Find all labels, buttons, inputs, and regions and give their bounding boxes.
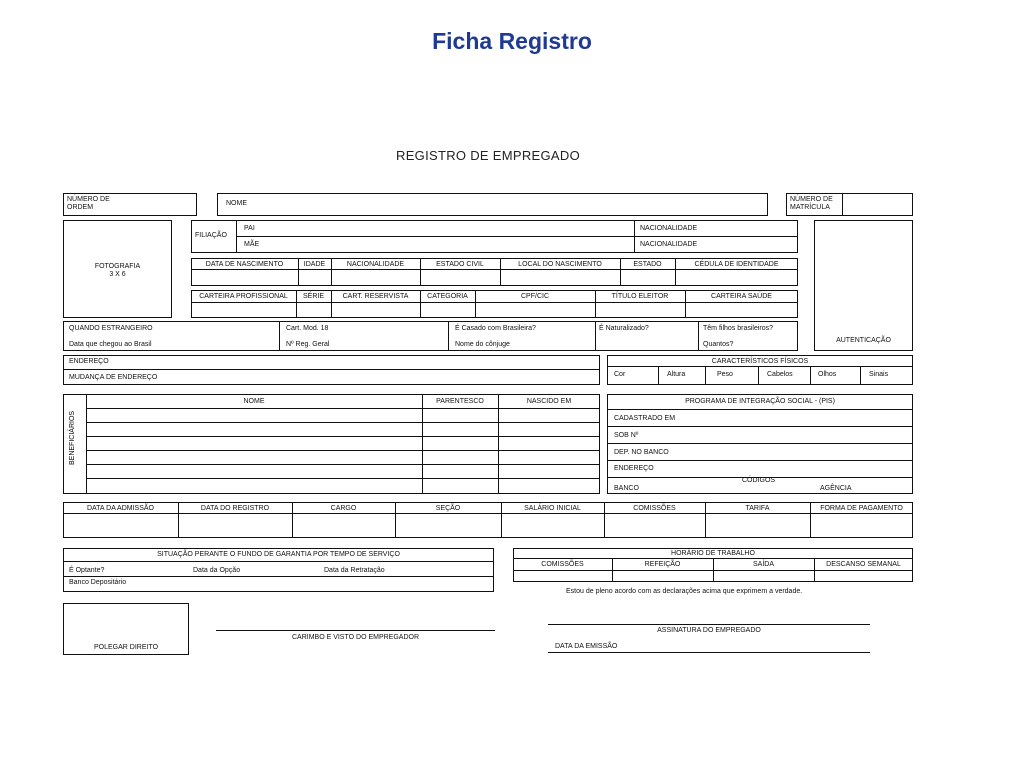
caracteristicas-divider — [758, 366, 759, 385]
codigos-label: CÓDIGOS — [742, 477, 776, 484]
beneficiarios-row-line — [86, 422, 600, 423]
data-emissao-label: DATA DA EMISSÃO — [555, 643, 618, 650]
estado-civil-header: ESTADO CIVIL — [436, 261, 484, 268]
estrangeiro-divider — [448, 321, 449, 351]
parentesco-header: PARENTESCO — [436, 398, 484, 405]
beneficiarios-row-line — [86, 464, 600, 465]
altura-label: Altura — [667, 371, 686, 378]
quando-estrangeiro-label: QUANDO ESTRANGEIRO — [69, 325, 153, 332]
filiacao-nac-divider — [634, 220, 635, 253]
pis-title: PROGRAMA DE INTEGRAÇÃO SOCIAL - (PIS) — [685, 398, 835, 405]
peso-label: Peso — [717, 371, 733, 378]
idade-header: IDADE — [303, 261, 326, 268]
serie-header: SÉRIE — [302, 293, 324, 300]
salario-inicial-header: SALÁRIO INICIAL — [524, 505, 581, 512]
filiacao-label: FILIAÇÃO — [195, 232, 227, 239]
carimbo-label: CARIMBO E VISTO DO EMPREGADOR — [291, 634, 420, 641]
horario-comissoes-header: COMISSÕES — [541, 561, 584, 568]
data-emissao-line — [548, 652, 870, 653]
estrangeiro-divider — [279, 321, 280, 351]
cadastrado-label: CADASTRADO EM — [614, 415, 676, 422]
photo-label: FOTOGRAFIA — [94, 263, 141, 270]
mae-label: MÃE — [244, 241, 260, 248]
assinatura-line — [548, 624, 870, 625]
caracteristicas-divider — [705, 366, 706, 385]
carimbo-line — [216, 630, 495, 631]
filhos-label: Têm filhos brasileiros? — [703, 325, 774, 332]
assinatura-label: ASSINATURA DO EMPREGADO — [657, 627, 761, 634]
comissoes-header: COMISSÕES — [633, 505, 676, 512]
cart-mod-label: Cart. Mod. 18 — [286, 325, 329, 332]
personal-info-header-line — [191, 269, 798, 270]
fgts-line — [63, 576, 494, 577]
form-title: REGISTRO DE EMPREGADO — [396, 148, 580, 163]
filiacao-midline — [236, 236, 798, 237]
endereco-label: ENDEREÇO — [69, 358, 109, 365]
n-reg-label: Nº Reg. Geral — [286, 341, 330, 348]
cor-label: Cor — [614, 371, 626, 378]
caracteristicas-divider — [810, 366, 811, 385]
carteira-saude-header: CARTEIRA SAÚDE — [711, 293, 772, 300]
sinais-label: Sinais — [869, 371, 889, 378]
caracteristicas-divider — [860, 366, 861, 385]
optante-label: É Optante? — [69, 567, 105, 574]
photo-size-label: 3 X 6 — [109, 271, 126, 278]
saida-header: SAÍDA — [752, 561, 774, 568]
refeicao-header: REFEIÇÃO — [644, 561, 681, 568]
endereco-midline — [63, 369, 600, 370]
cedula-header: CÉDULA DE IDENTIDADE — [694, 261, 779, 268]
data-retratacao-label: Data da Retratação — [324, 567, 385, 574]
banco-label: BANCO — [614, 485, 639, 492]
pis-endereco-label: ENDEREÇO — [614, 465, 654, 472]
nacionalidade-mae-label: NACIONALIDADE — [640, 241, 698, 248]
secao-header: SEÇÃO — [435, 505, 461, 512]
numero-matricula-label: NÚMERO DE MATRÍCULA — [790, 196, 833, 211]
descanso-semanal-header: DESCANSO SEMANAL — [826, 561, 901, 568]
sob-label: SOB Nº — [614, 432, 639, 439]
matricula-divider — [842, 193, 843, 216]
caracteristicas-title: CARACTERÍSTICOS FÍSICOS — [711, 358, 809, 365]
categoria-header: CATEGORIA — [427, 293, 468, 300]
caracteristicas-divider — [658, 366, 659, 385]
declaracao-text: Estou de pleno acordo com as declarações acima que exprimem a verdade. — [566, 588, 803, 595]
caracteristicas-header-line — [607, 366, 913, 367]
local-nascimento-header: LOCAL DO NASCIMENTO — [518, 261, 602, 268]
data-nascimento-header: DATA DE NASCIMENTO — [205, 261, 284, 268]
documents-header-line — [191, 302, 798, 303]
pis-line — [607, 409, 913, 410]
admissao-header-line — [63, 513, 913, 514]
beneficiario-nome-header: NOME — [243, 398, 265, 405]
horario-title: HORÁRIO DE TRABALHO — [671, 550, 755, 557]
beneficiarios-col-divider — [422, 394, 423, 494]
estrangeiro-divider — [698, 321, 699, 351]
beneficiarios-row-line — [86, 450, 600, 451]
estrangeiro-divider — [595, 321, 596, 351]
olhos-label: Olhos — [818, 371, 837, 378]
nacionalidade-header: NACIONALIDADE — [346, 261, 405, 268]
dep-banco-label: DEP. NO BANCO — [614, 449, 669, 456]
data-chegou-label: Data que chegou ao Brasil — [69, 341, 152, 348]
tarifa-header: TARIFA — [745, 505, 770, 512]
pis-line — [607, 426, 913, 427]
pai-label: PAI — [244, 225, 255, 232]
carteira-profissional-header: CARTEIRA PROFISSIONAL — [199, 293, 288, 300]
mudanca-endereco-label: MUDANÇA DE ENDEREÇO — [69, 374, 158, 381]
cart-reservista-header: CART. RESERVISTA — [342, 293, 409, 300]
data-opcao-label: Data da Opção — [193, 567, 241, 574]
autenticacao-label: AUTENTICAÇÃO — [836, 337, 891, 344]
cabelos-label: Cabelos — [767, 371, 793, 378]
nascido-em-header: NASCIDO EM — [526, 398, 572, 405]
slide-title: Ficha Registro — [432, 28, 592, 54]
beneficiarios-table[interactable] — [63, 394, 600, 494]
nome-label: NOME — [226, 200, 247, 207]
numero-ordem-label: NÚMERO DE ORDEM — [67, 196, 110, 211]
beneficiarios-side-label: BENEFICIÁRIOS — [69, 410, 76, 465]
polegar-label: POLEGAR DIREITO — [93, 644, 159, 651]
agencia-label: AGÊNCIA — [820, 485, 852, 492]
beneficiarios-col-divider — [498, 394, 499, 494]
autenticacao-box — [814, 220, 913, 351]
nome-box[interactable] — [217, 193, 768, 216]
fgts-line — [63, 561, 494, 562]
nome-conjuge-label: Nome do cônjuge — [455, 341, 510, 348]
naturalizado-label: É Naturalizado? — [599, 325, 649, 332]
pis-line — [607, 460, 913, 461]
beneficiarios-row-line — [86, 478, 600, 479]
estado-header: ESTADO — [633, 261, 662, 268]
cpf-header: CPF/CIC — [521, 293, 549, 300]
fgts-title: SITUAÇÃO PERANTE O FUNDO DE GARANTIA POR TEMPO DE SERVIÇO — [157, 551, 400, 558]
nacionalidade-pai-label: NACIONALIDADE — [640, 225, 698, 232]
data-admissao-header: DATA DA ADMISSÃO — [86, 505, 155, 512]
data-registro-header: DATA DO REGISTRO — [200, 505, 270, 512]
quantos-label: Quantos? — [703, 341, 734, 348]
beneficiarios-side-divider — [86, 394, 87, 494]
cargo-header: CARGO — [330, 505, 357, 512]
titulo-eleitor-header: TÍTULO ELEITOR — [611, 293, 669, 300]
estrangeiro-table[interactable] — [63, 321, 798, 351]
beneficiarios-row-line — [86, 408, 600, 409]
banco-depositario-label: Banco Depositário — [69, 579, 127, 586]
pis-line — [607, 443, 913, 444]
casado-label: É Casado com Brasileira? — [455, 325, 536, 332]
forma-pagamento-header: FORMA DE PAGAMENTO — [820, 505, 903, 512]
beneficiarios-row-line — [86, 436, 600, 437]
